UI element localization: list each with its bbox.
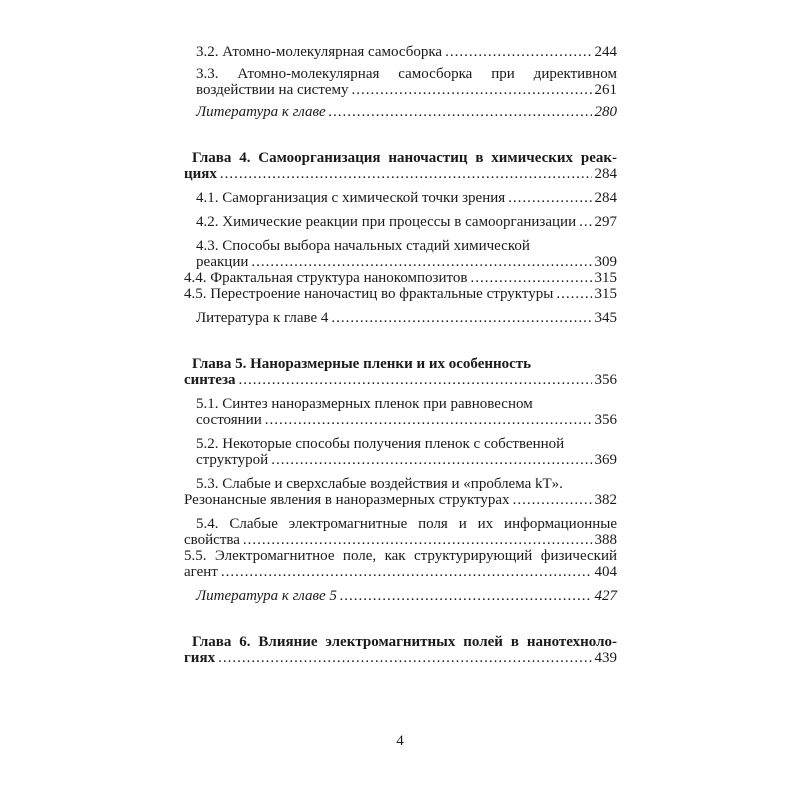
toc-page-number: 315 xyxy=(594,286,617,302)
toc-entry-title: Литература к главе 4 xyxy=(196,310,329,326)
dot-leader xyxy=(271,452,591,468)
dot-leader xyxy=(265,412,592,428)
toc-entry-title-line2: свойства xyxy=(184,532,240,548)
toc-entry-4-1 xyxy=(184,190,617,206)
dot-leader xyxy=(251,254,591,270)
toc-entry-title-line2: агент xyxy=(184,564,218,580)
toc-page-number: 356 xyxy=(594,372,617,388)
toc-entry-title: Литература к главе 5 xyxy=(196,588,337,604)
toc-entry-title-line1: 4.3. Способы выбора начальных стадий химической xyxy=(196,238,530,254)
toc-chapter-title-line1: Глава 4. Самоорганизация наночастиц в химических реак- xyxy=(192,150,617,166)
toc-entry-literature-5 xyxy=(184,588,617,604)
toc-page-number: 261 xyxy=(594,82,617,98)
toc-chapter-title-line1: Глава 6. Влияние электромагнитных полей в нанотехноло- xyxy=(192,634,617,650)
dot-leader xyxy=(329,104,592,120)
toc-page-number: 244 xyxy=(594,44,617,60)
toc-entry-title: 4.1. Саморганизация с химической точки зрения xyxy=(196,190,506,206)
toc-page-number: 369 xyxy=(594,452,617,468)
table-of-contents xyxy=(184,44,617,666)
dot-leader xyxy=(340,588,592,604)
toc-entry-title: 4.2. Химические реакции при процессы в самоорганизации xyxy=(196,214,577,230)
toc-entry-4-5 xyxy=(184,286,617,302)
toc-entry-5-3 xyxy=(184,476,617,508)
dot-leader xyxy=(239,372,592,388)
toc-chapter-6 xyxy=(184,634,617,666)
toc-page-number: 404 xyxy=(594,564,617,580)
dot-leader xyxy=(470,270,591,286)
toc-page-number: 356 xyxy=(594,412,617,428)
toc-page-number: 280 xyxy=(594,104,617,120)
toc-entry-4-4 xyxy=(184,270,617,286)
toc-entry-title-line1: 5.1. Синтез наноразмерных пленок при равновесном xyxy=(196,396,533,412)
toc-page-number: 284 xyxy=(594,190,617,206)
toc-chapter-5 xyxy=(184,356,617,388)
dot-leader xyxy=(556,286,591,302)
toc-entry-title-line1: 3.3. Атомно-молекулярная самосборка при директивном xyxy=(196,66,617,82)
toc-entry-5-4 xyxy=(184,516,617,548)
page-number-footer: 4 xyxy=(396,733,404,749)
dot-leader xyxy=(331,310,591,326)
dot-leader xyxy=(508,190,591,206)
toc-chapter-title-line2: гиях xyxy=(184,650,216,666)
toc-chapter-title-line2: циях xyxy=(184,166,217,182)
toc-chapter-4 xyxy=(184,150,617,182)
toc-entry-title-line2: структурой xyxy=(196,452,269,468)
toc-entry-title-line1: 5.5. Электромагнитное поле, как структурирующий физический xyxy=(184,548,617,564)
dot-leader xyxy=(445,44,591,60)
toc-entry-title-line2: реакции xyxy=(196,254,249,270)
toc-page-number: 439 xyxy=(594,650,617,666)
toc-entry-title-line1: 5.4. Слабые электромагнитные поля и их информационные xyxy=(196,516,617,532)
dot-leader xyxy=(218,650,591,666)
dot-leader xyxy=(579,214,591,230)
toc-entry-title: Литература к главе xyxy=(196,104,326,120)
dot-leader xyxy=(513,492,592,508)
toc-entry-title: 4.5. Перестроение наночастиц во фрактальные структуры xyxy=(184,286,554,302)
dot-leader xyxy=(352,82,592,98)
toc-page-number: 297 xyxy=(594,214,617,230)
toc-entry-title-line2: состоянии xyxy=(196,412,262,428)
toc-entry-title-line1: 5.3. Слабые и сверхслабые воздействия и «проблема kT». xyxy=(196,476,563,492)
toc-page-number: 309 xyxy=(594,254,617,270)
toc-entry-title-line1: 5.2. Некоторые способы получения пленок с собственной xyxy=(196,436,565,452)
toc-page-number: 315 xyxy=(594,270,617,286)
toc-entry-4-2 xyxy=(184,214,617,230)
toc-entry-3-2 xyxy=(184,44,617,60)
toc-entry-literature-3 xyxy=(184,104,617,120)
toc-page-number: 284 xyxy=(594,166,617,182)
dot-leader xyxy=(220,166,592,182)
toc-entry-5-1 xyxy=(184,396,617,428)
toc-entry-title-line2: воздействии на систему xyxy=(196,82,349,98)
toc-entry-3-3 xyxy=(184,66,617,98)
toc-entry-4-3 xyxy=(184,238,617,270)
toc-entry-5-2 xyxy=(184,436,617,468)
toc-page-number: 427 xyxy=(594,588,617,604)
toc-chapter-title-line2: синтеза xyxy=(184,372,236,388)
toc-entry-title-line2: Резонансные явления в наноразмерных структурах xyxy=(184,492,510,508)
toc-chapter-title-line1: Глава 5. Наноразмерные пленки и их особенность xyxy=(192,356,532,372)
toc-page-number: 388 xyxy=(594,532,617,548)
toc-entry-literature-4 xyxy=(184,310,617,326)
dot-leader xyxy=(221,564,592,580)
toc-entry-title: 3.2. Атомно-молекулярная самосборка xyxy=(196,44,443,60)
toc-entry-title: 4.4. Фрактальная структура нанокомпозитов xyxy=(184,270,468,286)
toc-entry-5-5 xyxy=(184,548,617,580)
toc-page-number: 382 xyxy=(594,492,617,508)
toc-page-number: 345 xyxy=(594,310,617,326)
dot-leader xyxy=(243,532,592,548)
